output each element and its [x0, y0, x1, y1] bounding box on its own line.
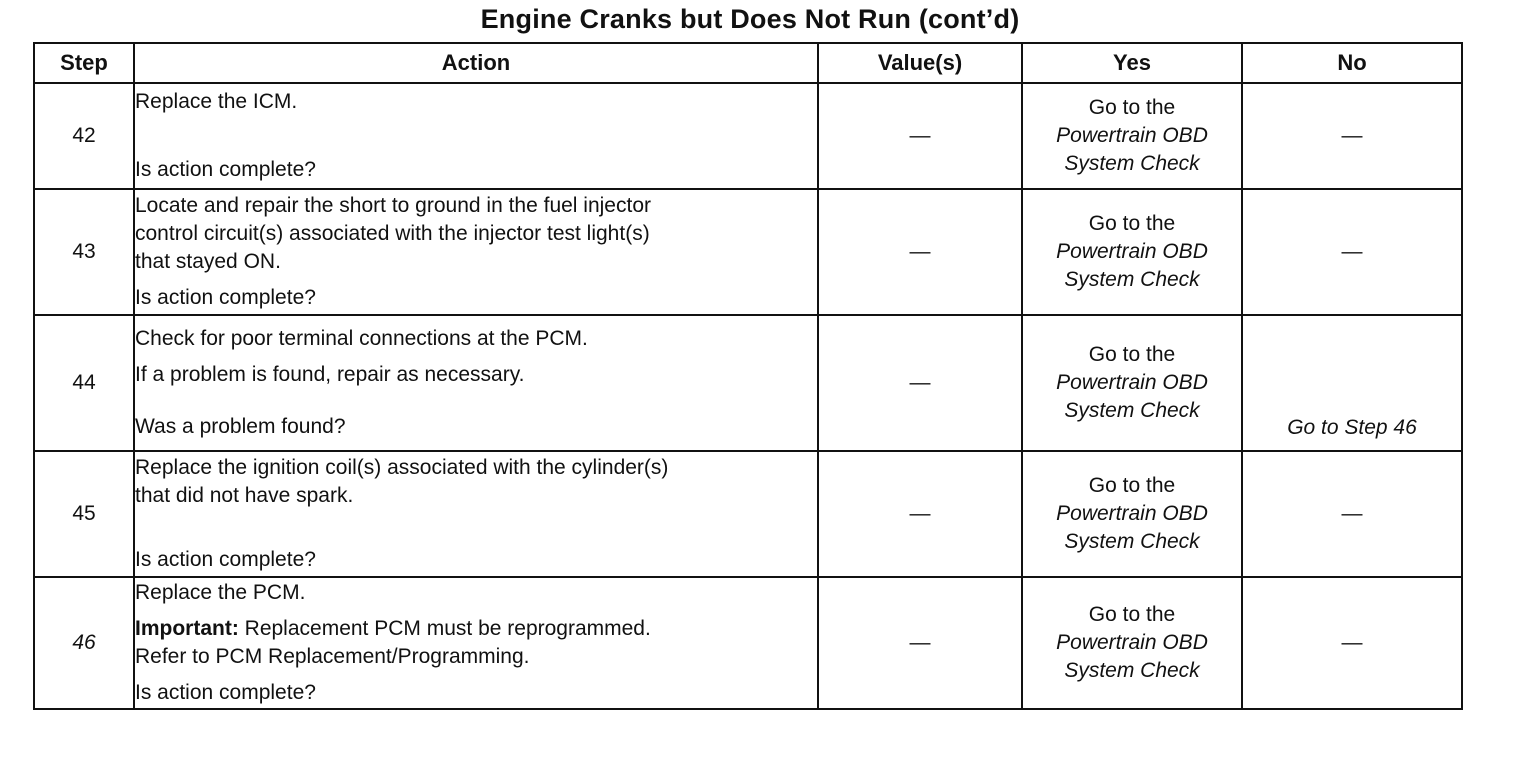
yes-link[interactable]: System Check [1064, 530, 1200, 553]
no-cell: — [1242, 83, 1462, 189]
table-row [34, 189, 1462, 315]
column-header-values: Value(s) [818, 43, 1022, 83]
yes-link[interactable]: System Check [1064, 399, 1200, 422]
yes-link[interactable]: System Check [1064, 268, 1200, 291]
value-cell: — [818, 83, 1022, 189]
table-row [34, 577, 1462, 709]
step-number: 45 [34, 451, 134, 577]
table-row [34, 83, 1462, 189]
action-text: Replace the ignition coil(s) associated with the cylinder(s) [135, 456, 669, 479]
yes-link[interactable]: System Check [1064, 659, 1200, 682]
important-text-continued: Refer to PCM Replacement/Programming. [135, 645, 530, 668]
yes-cell [1022, 451, 1242, 577]
action-question: Is action complete? [135, 681, 316, 704]
step-number: 43 [34, 189, 134, 315]
no-cell: — [1242, 577, 1462, 709]
value-cell: — [818, 315, 1022, 451]
step-number: 44 [34, 315, 134, 451]
important-label: Important: [135, 617, 239, 640]
column-header-no: No [1242, 43, 1462, 83]
no-cell: — [1242, 451, 1462, 577]
page-title: Engine Cranks but Does Not Run (cont’d) [480, 4, 1020, 34]
column-header-step: Step [34, 43, 134, 83]
action-text: If a problem is found, repair as necessary. [135, 363, 525, 386]
yes-prefix: Go to the [1088, 96, 1176, 119]
no-cell-goto-step[interactable]: Go to Step 46 [1242, 315, 1462, 451]
yes-link[interactable]: Powertrain OBD [1056, 631, 1208, 654]
action-text: Replace the ICM. [135, 90, 298, 113]
action-text: Locate and repair the short to ground in the fuel injector [135, 194, 651, 217]
yes-cell [1022, 315, 1242, 451]
yes-cell [1022, 83, 1242, 189]
action-cell [134, 189, 818, 315]
action-text: Replace the PCM. [135, 581, 306, 604]
column-header-yes: Yes [1022, 43, 1242, 83]
yes-link[interactable]: Powertrain OBD [1056, 240, 1208, 263]
action-cell [134, 451, 818, 577]
action-question: Is action complete? [135, 286, 316, 309]
yes-cell [1022, 577, 1242, 709]
action-text: that stayed ON. [135, 250, 281, 273]
action-text: Check for poor terminal connections at the PCM. [135, 327, 588, 350]
table-header-row [34, 43, 1462, 83]
action-question: Is action complete? [135, 158, 316, 181]
step-number: 42 [34, 83, 134, 189]
yes-link[interactable]: System Check [1064, 152, 1200, 175]
yes-prefix: Go to the [1088, 474, 1176, 497]
no-cell: — [1242, 189, 1462, 315]
action-cell [134, 83, 818, 189]
important-text: Replacement PCM must be reprogrammed. [238, 617, 651, 640]
action-text: control circuit(s) associated with the injector test light(s) [135, 222, 650, 245]
table-row [34, 451, 1462, 577]
yes-cell [1022, 189, 1242, 315]
yes-prefix: Go to the [1088, 212, 1176, 235]
value-cell: — [818, 577, 1022, 709]
action-cell [134, 315, 818, 451]
yes-prefix: Go to the [1088, 603, 1176, 626]
yes-link[interactable]: Powertrain OBD [1056, 502, 1208, 525]
column-header-action: Action [134, 43, 818, 83]
action-cell [134, 577, 818, 709]
yes-link[interactable]: Powertrain OBD [1056, 124, 1208, 147]
table-row [34, 315, 1462, 451]
important-note [135, 615, 817, 643]
yes-prefix: Go to the [1088, 343, 1176, 366]
value-cell: — [818, 189, 1022, 315]
yes-link[interactable]: Powertrain OBD [1056, 371, 1208, 394]
diagnostic-table [33, 42, 1463, 710]
action-text: that did not have spark. [135, 484, 354, 507]
action-question: Is action complete? [135, 548, 316, 571]
value-cell: — [818, 451, 1022, 577]
step-number: 46 [34, 577, 134, 709]
action-question: Was a problem found? [135, 415, 346, 438]
